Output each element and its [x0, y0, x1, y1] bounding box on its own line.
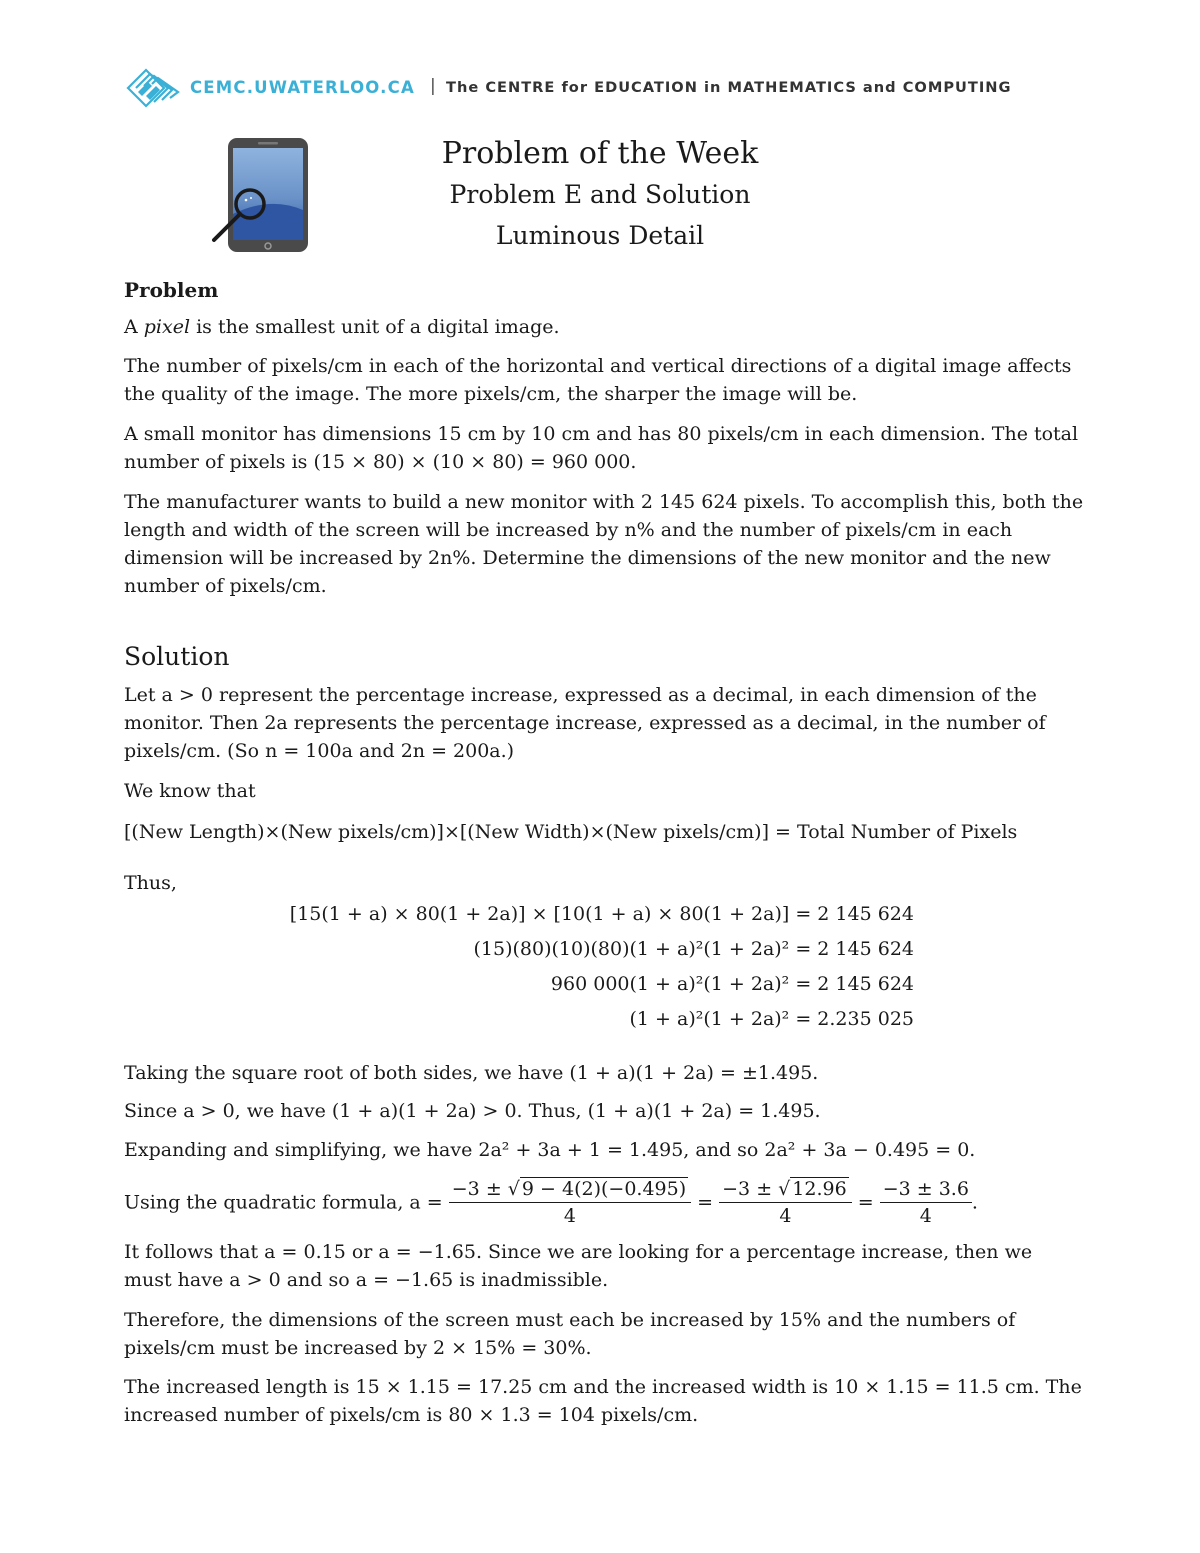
qf-den: 4 — [919, 1205, 932, 1227]
qf-label: Using the quadratic formula, a = — [124, 1191, 443, 1214]
equals-sign: = — [697, 1191, 714, 1214]
header-banner — [124, 62, 1084, 118]
page-subtitle: Problem E and Solution — [449, 180, 751, 209]
solution-p6: Since a > 0, we have (1 + a)(1 + 2a) > 0. Thus, (1 + a)(1 + 2a) = 1.495. — [124, 1100, 821, 1122]
solution-p8: It follows that a = 0.15 or a = −1.65. Since we are looking for a percentage increase, then we must have a > 0 and so a = −1.65 is inadmissible. — [124, 1241, 1033, 1291]
equation-line: 960 000(1 + a)²(1 + 2a)² = 2 145 624 — [550, 973, 914, 995]
quadratic-formula-line — [124, 1176, 1084, 1229]
solution-thus: Thus, — [124, 872, 177, 894]
problem-heading: Problem — [124, 278, 219, 302]
phone-magnifier-icon — [210, 136, 310, 254]
solution-p10: The increased length is 15 × 1.15 = 17.25 cm and the increased width is 10 × 1.15 = 11.5 cm. The increased number of pixels/cm is 80 × 1.3 = 104 pixels/cm. — [124, 1376, 1082, 1426]
page-title: Problem of the Week — [441, 136, 759, 171]
equation-array — [124, 903, 1084, 1043]
qf-fraction-2: $\frac{-3 \pm √ 12.96}{4}$ — [719, 1176, 852, 1229]
qf-fraction-3 — [880, 1176, 972, 1229]
qf-fraction-1: $\frac{-3 \pm √ 9 - 4(2)(-0.495)}{4}$ — [449, 1176, 691, 1229]
equation-line: [15(1 + a) × 80(1 + 2a)] × [10(1 + a) × 80(1 + 2a)] = 2 145 624 — [289, 903, 914, 925]
problem-p2: The number of pixels/cm in each of the horizontal and vertical directions of a digital image affects the quality of the image. The more pixels/cm, the sharper the image will be. — [124, 355, 1072, 405]
solution-p1: Let a > 0 represent the percentage increase, expressed as a decimal, in each dimension of the monitor. Then 2a represents the percentage increase, expressed as a decimal, in the number of pixels/cm. (So n = 100a and 2n = 200a.) — [124, 684, 1046, 762]
problem-p1 — [124, 313, 1084, 341]
equation-line: (15)(80)(10)(80)(1 + a)²(1 + 2a)² = 2 145 624 — [473, 938, 914, 960]
solution-p9: Therefore, the dimensions of the screen must each be increased by 15% and the numbers of pixels/cm must be increased by 2 × 15% = 30%. — [124, 1309, 1016, 1359]
qf-num2-prefix: −3 ± — [722, 1178, 779, 1200]
solution-heading: Solution — [124, 642, 230, 671]
header-tagline: The CENTRE for EDUCATION in MATHEMATICS and COMPUTING — [446, 79, 1012, 96]
pixel-term: pixel — [143, 316, 191, 338]
qf-num1-radicand: 9 − 4(2)(−0.495) — [521, 1178, 687, 1200]
qf-period: . — [971, 1191, 978, 1214]
qf-den: 4 — [563, 1205, 576, 1227]
header-separator: | — [430, 76, 436, 96]
solution-p5: Taking the square root of both sides, we have (1 + a)(1 + 2a) = ±1.495. — [124, 1062, 819, 1084]
problem-name: Luminous Detail — [495, 221, 705, 250]
qf-num2-radicand: 12.96 — [792, 1178, 847, 1200]
cemc-logo-icon — [124, 62, 184, 112]
equals-sign: = — [857, 1191, 874, 1214]
qf-den: 4 — [779, 1205, 792, 1227]
problem-p3: A small monitor has dimensions 15 cm by 10 cm and has 80 pixels/cm in each dimension. The total number of pixels is (15 × 80) × (10 × 80) = 960 000. — [124, 423, 1079, 473]
equation-line: (1 + a)²(1 + 2a)² = 2.235 025 — [629, 1008, 914, 1030]
qf-num3: −3 ± 3.6 — [880, 1176, 972, 1203]
problem-p4: The manufacturer wants to build a new monitor with 2 145 624 pixels. To accomplish this, both the length and width of the screen will be increased by n% and the number of pixels/cm in each dimension will be increased by 2n%. Determine the dimensions of the new monitor and the new number of pixels/cm. — [124, 491, 1084, 597]
problem-p1-post: is the smallest unit of a digital image. — [190, 316, 560, 338]
qf-num1-prefix: −3 ± — [451, 1178, 508, 1200]
solution-relation: [(New Length)×(New pixels/cm)]×[(New Width)×(New pixels/cm)] = Total Number of Pixels — [124, 821, 1018, 843]
problem-p1-pre: A — [124, 316, 144, 338]
solution-p7: Expanding and simplifying, we have 2a² + 3a + 1 = 1.495, and so 2a² + 3a − 0.495 = 0. — [124, 1139, 976, 1161]
brand-name: CEMC.UWATERLOO.CA — [190, 78, 415, 97]
solution-p2: We know that — [124, 780, 256, 802]
title-block — [400, 134, 800, 256]
